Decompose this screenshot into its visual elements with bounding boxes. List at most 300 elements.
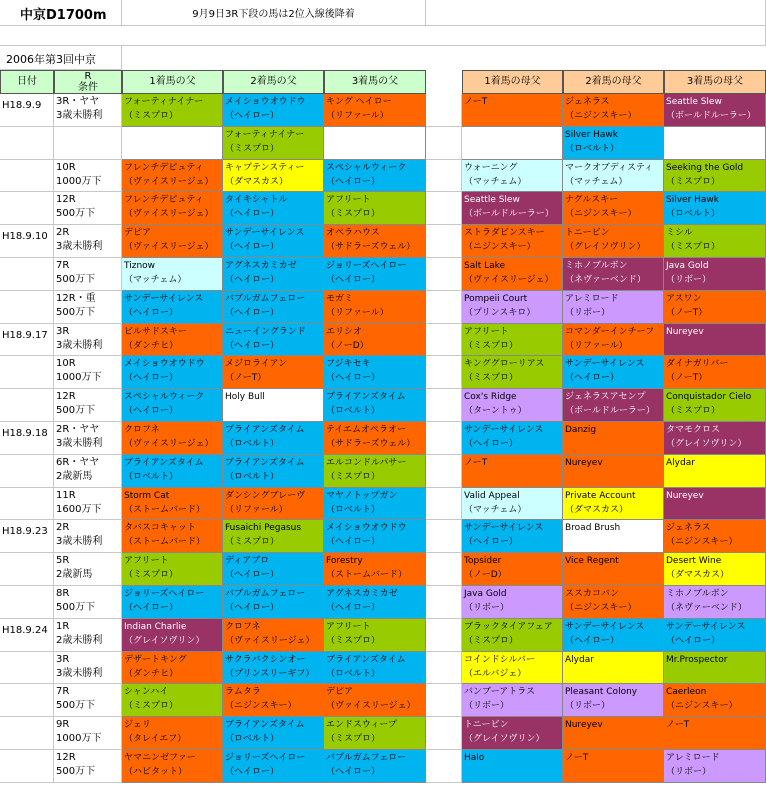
horse-line: （ロベルト）: [326, 406, 381, 417]
damsire-cell: [563, 553, 664, 586]
horse-name: バブルガムフェロー: [225, 589, 306, 599]
gap-cell: [426, 684, 462, 717]
horse-name: サンデーサイレンス: [124, 293, 204, 304]
header-sire-3: 3着馬の父: [324, 70, 426, 94]
damsire-cell: [664, 94, 766, 127]
horse-name: アグネスカミカゼ: [326, 589, 398, 599]
horse-name: Pompeii Court: [464, 293, 528, 304]
horse-line: （プリンスキロ）: [464, 307, 536, 318]
horse-name: ジェネラス: [666, 523, 711, 534]
date-cell: H18.9.18: [0, 422, 54, 455]
race-condition: 2歳新馬: [56, 569, 93, 581]
horse-line: （ニジンスキー）: [565, 111, 637, 121]
gap-cell: [426, 94, 462, 127]
sire-cell: [223, 619, 324, 652]
damsire-cell: [462, 389, 563, 422]
horse-name: Caerleon: [666, 687, 707, 698]
damsire-cell: [462, 324, 563, 357]
horse-line: （ヘイロー）: [225, 603, 280, 613]
horse-name: Alydar: [565, 654, 594, 665]
horse-line: （ミスプロ）: [464, 635, 519, 646]
date-cell: [0, 488, 54, 521]
horse-name: Indian Charlie: [124, 621, 187, 632]
damsire-cell: [563, 684, 664, 717]
damsire-cell: [664, 291, 766, 324]
race-cell: [54, 520, 122, 553]
horse-line: （ミスプロ）: [124, 570, 179, 581]
damsire-cell: [462, 192, 563, 225]
horse-line: （ボールドルーラー）: [565, 406, 655, 417]
horse-name: Nureyev: [565, 720, 603, 731]
race-condition: 3歳未勝利: [56, 536, 103, 548]
race-cell: [54, 225, 122, 258]
sire-cell: [324, 192, 426, 225]
gap-cell: [426, 488, 462, 521]
sire-cell: [324, 258, 426, 291]
horse-name: アフリート: [464, 326, 509, 337]
damsire-cell: [462, 652, 563, 685]
race-condition: 3歳未勝利: [56, 339, 103, 351]
race-number: 3R: [56, 653, 70, 665]
damsire-cell: [462, 455, 563, 488]
damsire-cell: [664, 422, 766, 455]
damsire-cell: [563, 160, 664, 193]
damsire-cell: [664, 520, 766, 553]
horse-name: ビルサドスキー: [124, 326, 187, 337]
horse-name: タマモクロス: [666, 425, 721, 435]
horse-line: （ミスプロ）: [666, 176, 721, 187]
horse-line: （エルバジェ）: [464, 668, 527, 679]
date-cell: [0, 717, 54, 750]
horse-line: （グレイソヴリン）: [565, 242, 646, 253]
horse-name: ジェリ: [124, 720, 151, 731]
race-condition: 500万下: [56, 766, 96, 777]
gap-cell: [426, 652, 462, 685]
horse-name: Seeking the Gold: [666, 162, 744, 173]
horse-name: Storm Cat: [124, 490, 170, 501]
race-cell: [54, 488, 122, 521]
race-number: 2R: [56, 522, 70, 534]
horse-name: Tiznow: [124, 261, 156, 271]
horse-name: ブライアンズタイム: [225, 425, 305, 435]
race-condition: 500万下: [56, 700, 96, 712]
horse-line: （ノーD）: [464, 570, 507, 581]
damsire-cell: [664, 127, 766, 160]
horse-name: ジョリーズヘイロー: [124, 589, 205, 599]
sire-cell: [223, 94, 324, 127]
race-condition: 3歳未勝利: [56, 241, 103, 253]
horse-line: （プリンスリーギフ）: [225, 668, 315, 679]
race-condition: 3歳未勝利: [56, 667, 103, 679]
date-cell: [0, 192, 54, 225]
sire-cell: [122, 619, 223, 652]
race-number: 10R: [56, 161, 76, 173]
damsire-cell: [462, 750, 563, 783]
horse-name: Seattle Slew: [666, 97, 722, 107]
horse-line: （ヘイロー）: [225, 111, 280, 121]
race-number: 2R: [56, 227, 70, 239]
horse-line: （ネヴァーベンド）: [565, 275, 646, 285]
horse-line: （ニジンスキー）: [666, 537, 738, 548]
horse-name: ノーT: [464, 97, 488, 107]
damsire-cell: [563, 586, 664, 619]
damsire-cell: [563, 258, 664, 291]
horse-name: サンデーサイレンス: [225, 228, 305, 239]
horse-line: （グレイソヴリン）: [464, 734, 545, 745]
damsire-cell: [563, 389, 664, 422]
horse-name: Halo: [464, 753, 485, 763]
horse-line: （リファール）: [565, 340, 628, 351]
horse-name: Java Gold: [666, 261, 709, 271]
sire-cell: [122, 389, 223, 422]
horse-name: ジョリーズヘイロー: [225, 753, 306, 763]
horse-line: （リボー）: [565, 307, 611, 318]
sire-cell: [223, 225, 324, 258]
horse-name: Desert Wine: [666, 556, 722, 567]
horse-line: （ヘイロー）: [225, 275, 280, 285]
race-cell: [54, 291, 122, 324]
horse-name: Nureyev: [666, 490, 704, 501]
race-cell: [54, 455, 122, 488]
horse-name: エリシオ: [326, 326, 363, 337]
sire-cell: [122, 258, 223, 291]
date-cell: [0, 553, 54, 586]
horse-line: （ヘイロー）: [326, 767, 381, 777]
sire-cell: [223, 750, 324, 783]
sire-cell: [324, 225, 426, 258]
spacer-row: [0, 26, 766, 46]
horse-name: バブルガムフェロー: [225, 293, 306, 304]
page-title: 中京D1700m: [0, 0, 122, 26]
date-cell: [0, 356, 54, 389]
gap-cell: [426, 291, 462, 324]
sire-cell: [122, 717, 223, 750]
horse-name: アフリート: [326, 621, 371, 632]
horse-line: （リファール）: [326, 111, 389, 121]
horse-name: コインドシルバー: [464, 654, 535, 665]
damsire-cell: [563, 192, 664, 225]
sire-cell: [122, 160, 223, 193]
horse-line: （サドラーズウェル）: [326, 439, 416, 449]
horse-name: Java Gold: [464, 589, 507, 599]
horse-line: （ミスプロ）: [124, 111, 179, 121]
horse-line: （ストームバード）: [326, 570, 408, 581]
horse-name: トニービン: [464, 720, 509, 731]
race-number: 1R: [56, 620, 70, 632]
race-cell: [54, 717, 122, 750]
race-condition: 500万下: [56, 405, 96, 417]
date-cell: [0, 455, 54, 488]
horse-line: （グレイソヴリン）: [666, 439, 747, 449]
race-number: 8R: [56, 588, 70, 599]
gap-cell: [426, 586, 462, 619]
damsire-cell: [462, 225, 563, 258]
horse-name: デザートキング: [124, 654, 187, 665]
horse-line: （ミスプロ）: [326, 635, 381, 646]
horse-line: （ダンチヒ）: [124, 340, 179, 351]
horse-name: Danzig: [565, 425, 597, 435]
horse-line: （ダマスカス）: [565, 504, 629, 515]
horse-name: マークオブディスティ: [565, 162, 654, 173]
horse-line: （ヘイロー）: [124, 373, 179, 384]
horse-line: （ネヴァーベンド）: [666, 603, 747, 613]
race-condition: 2歳新馬: [56, 470, 93, 482]
sire-cell: [122, 684, 223, 717]
sire-cell: [223, 684, 324, 717]
race-number: 3R: [56, 325, 70, 337]
gap-cell: [426, 225, 462, 258]
sire-cell: [324, 586, 426, 619]
horse-name: Holy Bull: [225, 392, 265, 403]
gap-cell: [426, 160, 462, 193]
damsire-cell: [462, 422, 563, 455]
damsire-cell: [664, 324, 766, 357]
horse-name: フレンチデピュティ: [124, 162, 204, 173]
horse-line: （ニジンスキー）: [565, 603, 637, 613]
header-race-r: R: [84, 71, 92, 82]
horse-line: （ボールドルーラー）: [464, 209, 554, 220]
race-number: 2R・ヤヤ: [56, 424, 100, 435]
horse-name: メイショウオウドウ: [124, 359, 205, 370]
horse-line: （リボー）: [464, 603, 510, 613]
gap-cell: [426, 192, 462, 225]
horse-line: （ヘイロー）: [565, 635, 620, 646]
horse-name: メジロライアン: [225, 359, 288, 370]
horse-name: サンデーサイレンス: [666, 621, 746, 632]
horse-name: サンデーサイレンス: [464, 425, 544, 435]
gap-cell: [426, 520, 462, 553]
horse-line: （ヘイロー）: [326, 603, 381, 613]
race-number: 12R: [56, 391, 76, 403]
gap-cell: [426, 717, 462, 750]
sire-cell: [324, 619, 426, 652]
blank-header-cell: [426, 0, 766, 26]
sire-cell: [122, 225, 223, 258]
horse-line: （ミスプロ）: [666, 242, 721, 253]
horse-line: （ヴァイスリージェ）: [124, 176, 214, 187]
horse-name: エルコンドルパサー: [326, 457, 407, 468]
gap-cell: [426, 127, 462, 160]
sire-cell: [122, 356, 223, 389]
horse-name: Salt Lake: [464, 261, 506, 271]
damsire-cell: [563, 225, 664, 258]
sire-cell: [223, 160, 324, 193]
race-cell: [54, 553, 122, 586]
horse-name: フレンチデピュティ: [124, 195, 204, 206]
damsire-cell: [462, 717, 563, 750]
damsire-cell: [664, 586, 766, 619]
horse-line: （ロベルト）: [326, 504, 381, 515]
sire-cell: [122, 324, 223, 357]
damsire-cell: [664, 258, 766, 291]
damsire-cell: [462, 258, 563, 291]
horse-name: ジョリーズヘイロー: [326, 261, 407, 271]
horse-name: Nureyev: [565, 457, 603, 468]
horse-name: ミホノブルボン: [666, 589, 729, 599]
horse-name: メイショウオウドウ: [326, 523, 407, 534]
horse-line: （ターントゥ）: [464, 406, 527, 417]
sire-cell: [324, 127, 426, 160]
horse-name: サンデーサイレンス: [565, 621, 645, 632]
horse-line: （ヴァイスリージェ）: [326, 701, 416, 712]
horse-line: （リボー）: [464, 701, 510, 712]
horse-line: （ヘイロー）: [124, 307, 179, 318]
sire-cell: [122, 750, 223, 783]
horse-name: ブライアンズタイム: [326, 654, 406, 665]
race-number: 6R・ヤヤ: [56, 456, 100, 468]
damsire-cell: [664, 356, 766, 389]
sire-cell: [223, 488, 324, 521]
header-damsire-1: 1着馬の母父: [462, 70, 563, 94]
horse-line: （マッチェム）: [464, 176, 527, 187]
race-cell: [54, 684, 122, 717]
damsire-cell: [462, 553, 563, 586]
horse-name: スペシャルウィーク: [124, 392, 205, 403]
horse-name: ノーT: [464, 457, 488, 468]
sire-cell: [324, 684, 426, 717]
header-damsire-3: 3着馬の母父: [664, 70, 766, 94]
horse-line: （ミスプロ）: [326, 734, 381, 745]
sire-cell: [223, 520, 324, 553]
horse-line: （ヘイロー）: [225, 767, 280, 777]
race-condition: 500万下: [56, 274, 96, 285]
sire-cell: [122, 520, 223, 553]
horse-line: （ノーD）: [326, 340, 369, 351]
damsire-cell: [664, 684, 766, 717]
horse-name: フォーティナイナー: [225, 129, 305, 140]
race-condition: 500万下: [56, 306, 96, 318]
horse-name: シャンハイ: [124, 687, 169, 698]
horse-line: （ノーT）: [225, 373, 267, 384]
horse-name: モガミ: [326, 293, 354, 304]
horse-name: アフリート: [124, 556, 169, 567]
horse-line: （ストームバード）: [124, 504, 206, 515]
race-number: 7R: [56, 686, 70, 698]
horse-line: （ロベルト）: [326, 668, 381, 679]
horse-name: Silver Hawk: [565, 129, 618, 140]
date-cell: [0, 389, 54, 422]
sire-cell: [223, 553, 324, 586]
sire-cell: [122, 553, 223, 586]
damsire-cell: [462, 619, 563, 652]
race-number: 9R: [56, 719, 70, 731]
race-condition: 3歳未勝利: [56, 110, 103, 121]
gap-cell: [426, 455, 462, 488]
sire-cell: [223, 356, 324, 389]
horse-name: Conquistador Cielo: [666, 392, 752, 403]
date-cell: H18.9.24: [0, 619, 54, 652]
horse-line: （ニジンスキー）: [565, 209, 637, 220]
race-number: 10R: [56, 358, 76, 370]
sire-cell: [122, 192, 223, 225]
race-condition: 2歳未勝利: [56, 634, 103, 646]
page-subtitle: 9月9日3R下段の馬は2位入線後降着: [122, 0, 426, 26]
damsire-cell: [462, 520, 563, 553]
horse-name: ミホノブルボン: [565, 261, 628, 271]
damsire-cell: [664, 553, 766, 586]
horse-line: （ロベルト）: [225, 734, 280, 745]
damsire-cell: [462, 684, 563, 717]
date-cell: H18.9.23: [0, 520, 54, 553]
horse-line: （マッチェム）: [124, 275, 187, 285]
horse-name: ダイナガリバー: [666, 359, 729, 370]
sire-cell: [122, 652, 223, 685]
race-cell: [54, 750, 122, 783]
race-condition: 3歳未勝利: [56, 438, 103, 449]
horse-name: ブライアンズタイム: [225, 720, 305, 731]
horse-name: Nureyev: [666, 326, 704, 337]
sire-cell: [223, 652, 324, 685]
horse-name: フォーティナイナー: [124, 97, 204, 107]
horse-name: バブルガムフェロー: [326, 753, 407, 763]
header-date: 日付: [0, 70, 54, 94]
gap-cell: [426, 356, 462, 389]
sire-cell: [324, 94, 426, 127]
meeting-label: 2006年第3回中京: [0, 46, 122, 70]
horse-name: ブライアンズタイム: [225, 457, 305, 468]
horse-line: （ヘイロー）: [565, 373, 620, 384]
sire-cell: [324, 356, 426, 389]
horse-name: タイキシャトル: [225, 195, 288, 206]
horse-name: アスワン: [666, 293, 702, 304]
horse-line: （ダマスカス）: [225, 176, 289, 187]
horse-name: デピア: [124, 228, 152, 239]
horse-line: （ハビタット）: [124, 767, 188, 777]
horse-name: Seattle Slew: [464, 195, 520, 206]
date-cell: [0, 750, 54, 783]
horse-name: フジキセキ: [326, 359, 371, 370]
sire-cell: [324, 389, 426, 422]
horse-name: ダンシングブレーヴ: [225, 490, 306, 501]
horse-name: トニービン: [565, 228, 610, 239]
date-cell: [0, 258, 54, 291]
header-damsire-2: 2着馬の母父: [563, 70, 664, 94]
horse-name: ブライアンズタイム: [326, 392, 406, 403]
horse-line: （ミスプロ）: [225, 537, 280, 548]
sire-cell: [122, 422, 223, 455]
horse-line: （ロベルト）: [666, 209, 721, 220]
horse-name: サクラバクシンオー: [225, 654, 306, 665]
sire-cell: [223, 422, 324, 455]
horse-name: キャプテンスティー: [225, 162, 305, 173]
horse-line: （リボー）: [666, 767, 712, 777]
horse-line: （ノーT）: [666, 307, 708, 318]
horse-line: （ヴァイスリージェ）: [124, 209, 214, 220]
sire-cell: [122, 94, 223, 127]
race-number: 7R: [56, 260, 70, 271]
horse-name: マヤノトップガン: [326, 490, 398, 501]
horse-line: （リファール）: [225, 504, 288, 515]
horse-name: クロフネ: [225, 621, 261, 632]
header-race-condition: 条件: [78, 82, 98, 93]
race-number: 3R・ヤヤ: [56, 96, 100, 107]
gap-cell: [426, 553, 462, 586]
sire-cell: [223, 127, 324, 160]
horse-line: （ヘイロー）: [326, 537, 381, 548]
damsire-cell: [563, 94, 664, 127]
horse-line: （ヘイロー）: [225, 242, 280, 253]
horse-line: （ミスプロ）: [464, 340, 519, 351]
damsire-cell: [462, 160, 563, 193]
horse-name: Mr.Prospector: [666, 654, 728, 665]
race-cell: [54, 356, 122, 389]
horse-line: （ミスプロ）: [124, 701, 179, 712]
horse-line: （ヴァイスリージェ）: [464, 275, 554, 285]
horse-name: Forestry: [326, 556, 363, 567]
horse-line: （ロベルト）: [225, 471, 280, 482]
horse-line: （ダンチヒ）: [124, 668, 179, 679]
gap-cell: [426, 258, 462, 291]
